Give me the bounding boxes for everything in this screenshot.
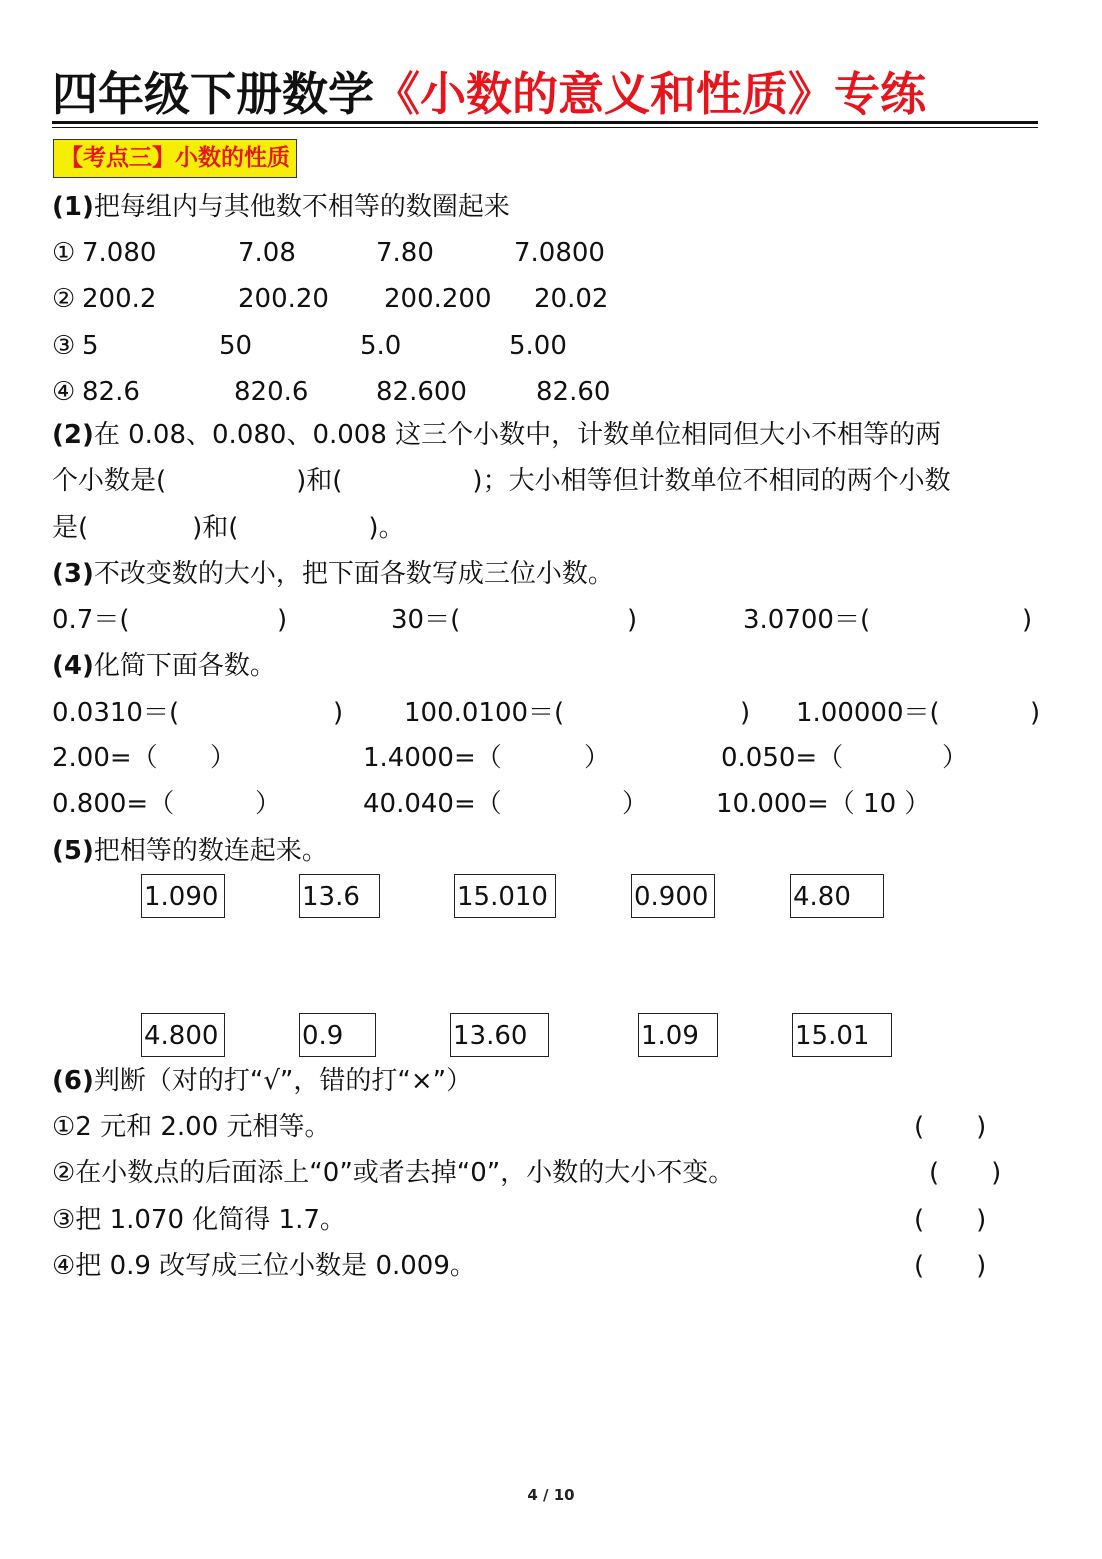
q2-line2[interactable]: 个小数是( )和( )；大小相等但计数单位不相同的两个小数 xyxy=(52,466,951,496)
q3-item2: 30＝( xyxy=(391,605,461,635)
q4-r2-c: 0.050=（ xyxy=(721,743,844,773)
q1-row4-v1[interactable]: 82.6 xyxy=(82,377,140,407)
q3-item3-close[interactable]: ) xyxy=(1022,605,1033,635)
q4-heading xyxy=(52,649,276,683)
q6-answer-1[interactable]: ( ) xyxy=(914,1112,987,1142)
q6-item-4: ④把 0.9 改写成三位小数是 0.009。 xyxy=(52,1251,476,1281)
q1-row2-v1[interactable]: 200.2 xyxy=(82,284,157,314)
q1-row3-v1[interactable]: 5 xyxy=(82,331,99,361)
page-number: 4 / 10 xyxy=(527,1486,575,1504)
page-title xyxy=(52,58,1042,122)
q3-item3: 3.0700＝( xyxy=(743,605,871,635)
q1-row1-v3[interactable]: 7.80 xyxy=(376,238,434,268)
q2-text-1: 在 0.08、0.080、0.008 这三个小数中，计数单位相同但大小不相等的两 xyxy=(93,420,942,450)
q1-row3-v2[interactable]: 50 xyxy=(219,331,253,361)
q1-row1-mark: ① xyxy=(52,238,76,268)
q3-text: 不改变数的大小，把下面各数写成三位小数。 xyxy=(93,559,614,589)
q6-item-3: ③把 1.070 化简得 1.7。 xyxy=(52,1205,346,1235)
q3-item2-close[interactable]: ) xyxy=(627,605,638,635)
q5-text: 把相等的数连起来。 xyxy=(93,836,328,866)
q4-r1-a-close[interactable]: ) xyxy=(333,698,344,728)
title-rule-thin xyxy=(52,127,1038,128)
q1-row3-v3[interactable]: 5.0 xyxy=(360,331,402,361)
q2-line3[interactable]: 是( )和( )。 xyxy=(52,513,405,543)
q4-r1-c-close[interactable]: ) xyxy=(1030,698,1041,728)
q4-r2-a: 2.00=（ xyxy=(52,743,158,773)
q4-r2-b-close[interactable]: ） xyxy=(584,743,611,773)
q6-answer-2[interactable]: ( ) xyxy=(929,1158,1002,1188)
q1-number: (1) xyxy=(52,192,94,222)
q6-answer-3[interactable]: ( ) xyxy=(914,1205,987,1235)
q1-row4-mark: ④ xyxy=(52,377,76,407)
q5-top-box-2[interactable]: 13.6 xyxy=(299,874,380,918)
q1-row2-v3[interactable]: 200.200 xyxy=(384,284,492,314)
q5-heading xyxy=(52,834,328,868)
q3-item1-close[interactable]: ) xyxy=(277,605,288,635)
q6-answer-4[interactable]: ( ) xyxy=(914,1251,987,1281)
q5-top-box-5[interactable]: 4.80 xyxy=(790,874,884,918)
title-topic: 《小数的意义和性质》专练 xyxy=(374,67,926,121)
q4-r1-b-close[interactable]: ) xyxy=(740,698,751,728)
q1-row4-v2[interactable]: 820.6 xyxy=(234,377,309,407)
q4-r1-a: 0.0310＝( xyxy=(52,698,180,728)
title-grade: 四年级下册数学 xyxy=(52,67,374,121)
q1-heading xyxy=(52,190,510,224)
q4-r2-b: 1.4000=（ xyxy=(363,743,502,773)
q5-top-box-3[interactable]: 15.010 xyxy=(454,874,556,918)
q1-text: 把每组内与其他数不相等的数圈起来 xyxy=(93,192,510,222)
q1-row3-mark: ③ xyxy=(52,331,76,361)
section-tag: 【考点三】小数的性质 xyxy=(53,139,297,178)
q4-r2-c-close[interactable]: ） xyxy=(942,743,969,773)
title-rule-thick xyxy=(52,121,1038,124)
q2-line1 xyxy=(52,418,941,452)
q4-r3-a: 0.800=（ xyxy=(52,789,175,819)
q1-row3-v4[interactable]: 5.00 xyxy=(509,331,567,361)
q4-r3-b-close[interactable]: ） xyxy=(622,789,649,819)
q4-r1-b: 100.0100＝( xyxy=(404,698,565,728)
q1-row2-v2[interactable]: 200.20 xyxy=(238,284,329,314)
q5-bottom-box-3[interactable]: 13.60 xyxy=(450,1013,549,1057)
q5-bottom-box-5[interactable]: 15.01 xyxy=(792,1013,892,1057)
q1-row2-v4[interactable]: 20.02 xyxy=(534,284,609,314)
q5-number: (5) xyxy=(52,836,94,866)
q5-top-box-1[interactable]: 1.090 xyxy=(141,874,225,918)
q1-row1-v1[interactable]: 7.080 xyxy=(82,238,157,268)
q1-row1-v2[interactable]: 7.08 xyxy=(238,238,296,268)
q5-bottom-box-2[interactable]: 0.9 xyxy=(299,1013,376,1057)
q6-heading xyxy=(52,1064,472,1098)
q4-r3-b: 40.040=（ xyxy=(363,789,502,819)
q6-item-1: ①2 元和 2.00 元相等。 xyxy=(52,1112,331,1142)
q5-bottom-box-1[interactable]: 4.800 xyxy=(141,1013,225,1057)
q1-row4-v4[interactable]: 82.60 xyxy=(536,377,611,407)
q2-number: (2) xyxy=(52,420,94,450)
q3-heading xyxy=(52,557,614,591)
q5-bottom-box-4[interactable]: 1.09 xyxy=(638,1013,718,1057)
q4-r3-a-close[interactable]: ） xyxy=(255,789,282,819)
q3-number: (3) xyxy=(52,559,94,589)
q1-row1-v4[interactable]: 7.0800 xyxy=(514,238,605,268)
q1-row4-v3[interactable]: 82.600 xyxy=(376,377,467,407)
q4-text: 化简下面各数。 xyxy=(93,651,276,681)
q4-r3-c: 10.000=（ 10 ） xyxy=(716,789,931,819)
q6-number: (6) xyxy=(52,1066,94,1096)
q1-row2-mark: ② xyxy=(52,284,76,314)
q6-item-2: ②在小数点的后面添上“0”或者去掉“0”，小数的大小不变。 xyxy=(52,1158,735,1188)
q5-top-box-4[interactable]: 0.900 xyxy=(631,874,715,918)
q4-r1-c: 1.00000＝( xyxy=(796,698,940,728)
q4-number: (4) xyxy=(52,651,94,681)
q4-r2-a-close[interactable]: ） xyxy=(210,743,237,773)
q6-text: 判断（对的打“√”，错的打“×”） xyxy=(93,1066,473,1096)
q3-item1: 0.7＝( xyxy=(52,605,130,635)
